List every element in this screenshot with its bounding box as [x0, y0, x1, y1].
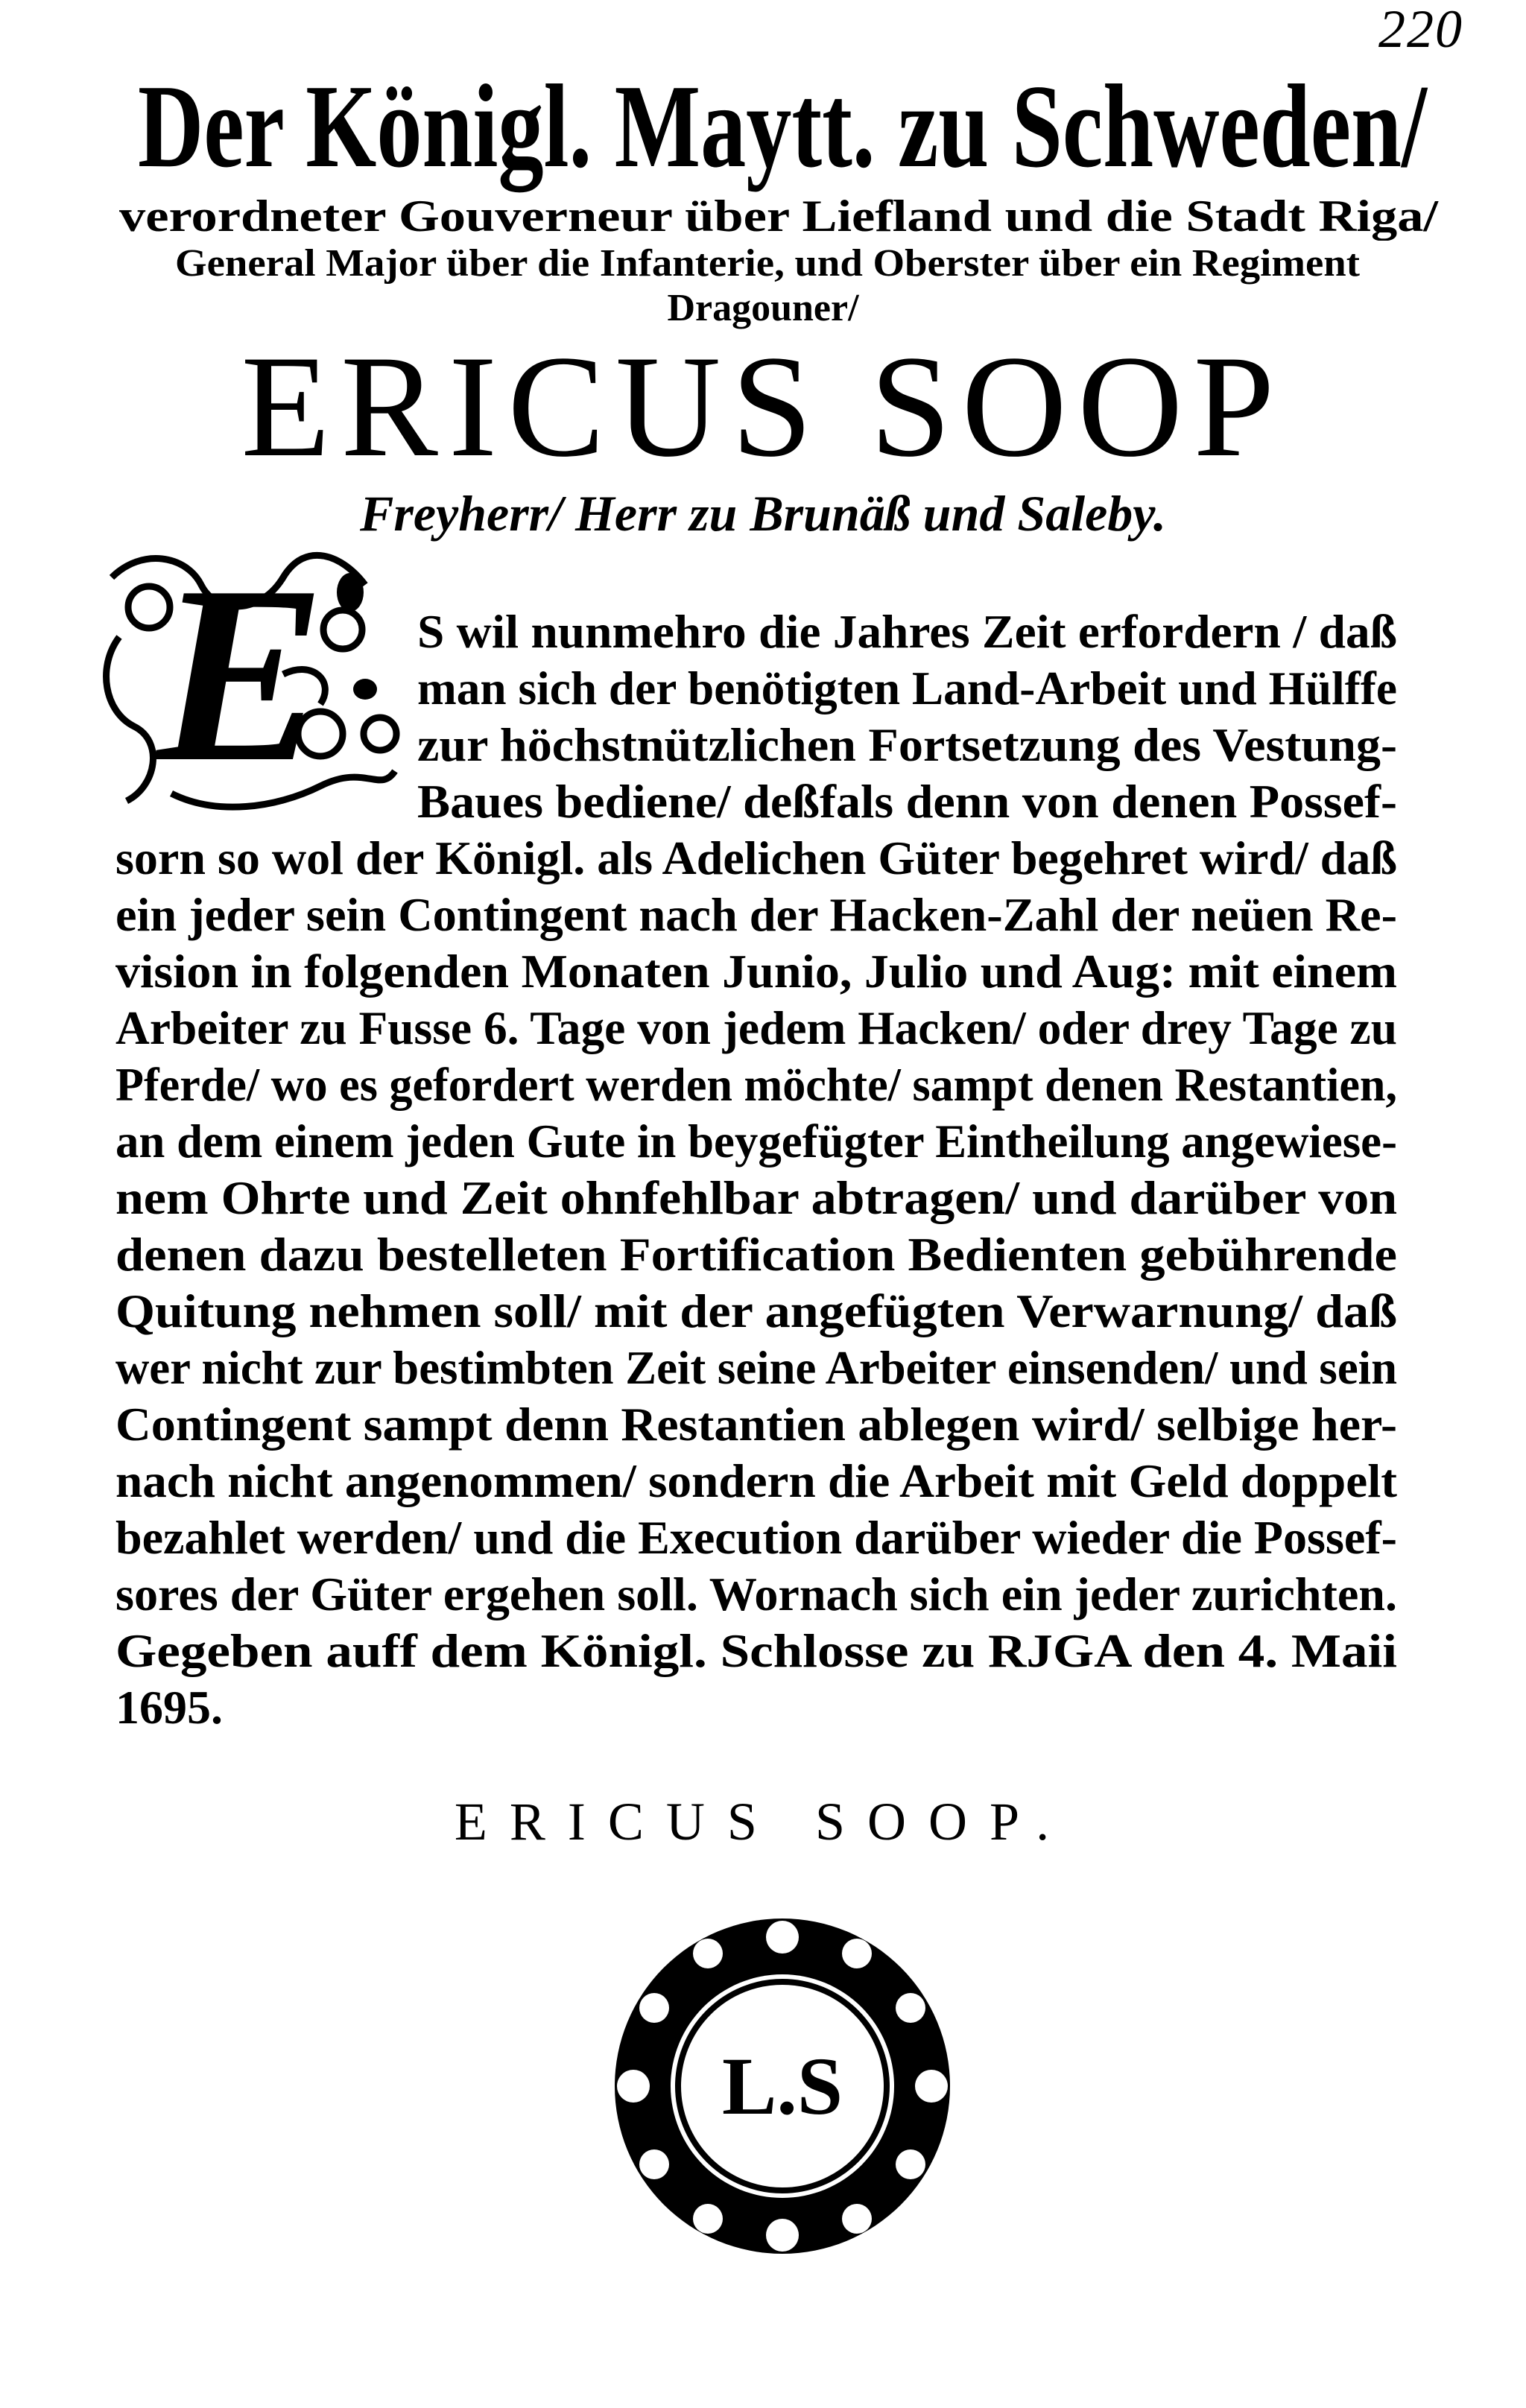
body-line: man sich der benötigten Land-Arbeit und Hülffe: [417, 662, 1397, 715]
body-line: nach nicht angenommen/ sondern die Arbeit mit Geld doppelt: [115, 1454, 1397, 1507]
body-line: S wil nunmehro die Jahres Zeit erfordern / daß: [417, 605, 1397, 658]
body-line: bezahlet werden/ und die Execution darüber wieder die Possef-: [115, 1511, 1397, 1564]
body-line: zur höchstnützlichen Fortsetzung des Vestung-: [417, 718, 1397, 771]
ornamental-drop-cap: [97, 533, 410, 816]
dragoons-line: Dragouner/: [667, 287, 859, 329]
body-line: denen dazu bestelleten Fortification Bedienten gebührende: [115, 1228, 1397, 1281]
body-line: Arbeiter zu Fusse 6. Tage von jedem Hacken/ oder drey Tage zu: [115, 1001, 1397, 1054]
body-line: vision in folgenden Monaten Junio, Julio und Aug: mit einem: [115, 945, 1397, 998]
body-line: an dem einem jeden Gute in beygefügter Eintheilung angewiese-: [115, 1115, 1397, 1167]
seal: [604, 1907, 961, 2265]
body-line: nem Ohrte und Zeit ohnfehlbar abtragen/ und darüber von: [115, 1171, 1398, 1224]
body-line: Contingent sampt denn Restantien ablegen wird/ selbige her-: [115, 1398, 1397, 1451]
body-line: Quitung nehmen soll/ mit der angefügten Verwarnung/ daß: [115, 1284, 1398, 1337]
issuer-titles: Freyherr/ Herr zu Brunäß und Saleby.: [360, 485, 1166, 542]
body-line: Gegeben auff dem Königl. Schlosse zu RJGA den 4. Maii: [115, 1624, 1397, 1677]
body-line: wer nicht zur bestimbten Zeit seine Arbeiter einsenden/ und sein: [115, 1341, 1397, 1394]
body-line-date: 1695.: [115, 1681, 223, 1734]
body-line: sorn so wol der Königl. als Adelichen Güter begehret wird/ daß: [115, 831, 1397, 884]
issuer-name: ERICUS SOOP: [241, 326, 1285, 487]
body-line: sores der Güter ergehen soll. Wornach sich ein jeder zurichten.: [115, 1568, 1398, 1620]
decree-title: Der Königl. Maytt. zu Schweden/: [138, 60, 1427, 192]
seal-text: L.S: [721, 2041, 843, 2132]
rank-line: General Major über die Infanterie, und Oberster über ein Regiment: [175, 242, 1360, 285]
governor-line: verordneter Gouverneur über Liefland und die Stadt Riga/: [119, 191, 1438, 241]
page-number: 220: [1378, 0, 1463, 59]
body-line: ein jeder sein Contingent nach der Hacken-Zahl der neüen Re-: [115, 888, 1397, 941]
signature: ERICUS SOOP.: [454, 1792, 1072, 1851]
body-line: Baues bediene/ deßfals denn von denen Possef-: [417, 775, 1397, 828]
body-line: Pferde/ wo es gefordert werden möchte/ sampt denen Restantien,: [115, 1058, 1397, 1111]
drop-cap-letter: E: [156, 533, 326, 814]
